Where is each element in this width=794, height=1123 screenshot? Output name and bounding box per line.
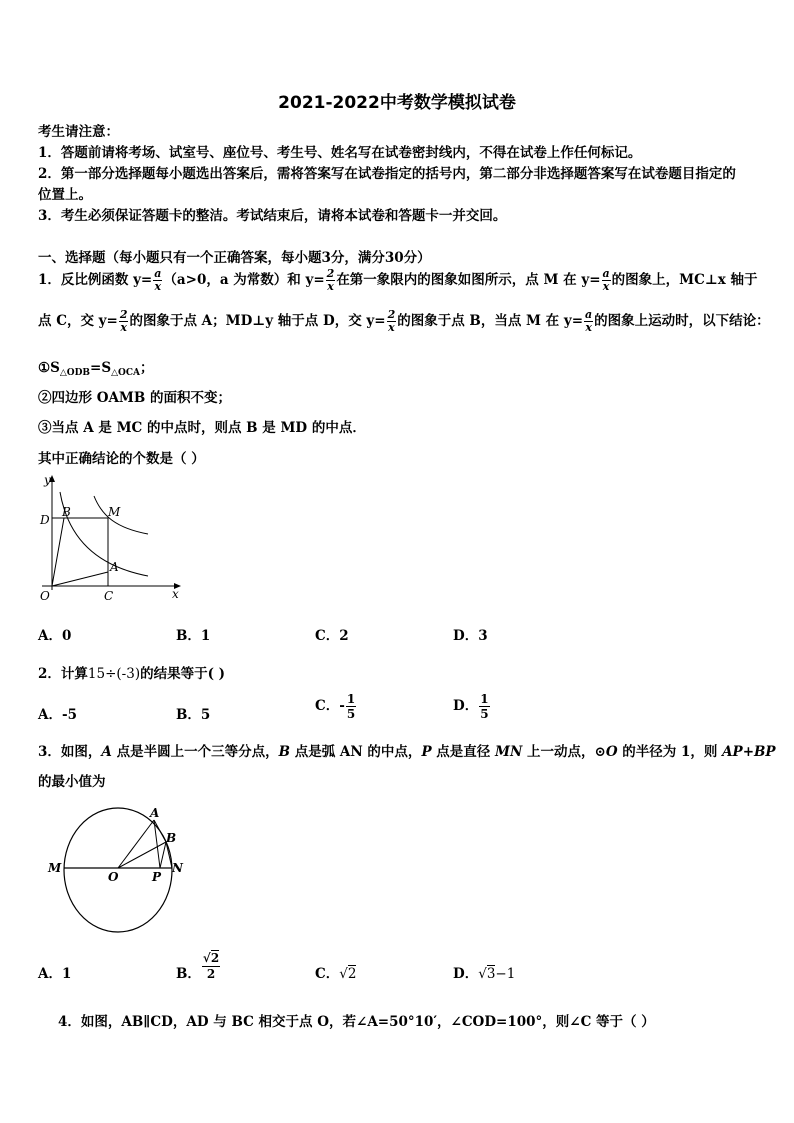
label-B: B bbox=[62, 505, 71, 519]
page-title: 2021-2022中考数学模拟试卷 bbox=[278, 93, 516, 113]
label-A: A bbox=[150, 806, 160, 820]
notice-heading: 考生请注意： bbox=[38, 124, 119, 140]
label-M: M bbox=[108, 505, 121, 519]
q1-ask: 其中正确结论的个数是（ ） bbox=[38, 451, 205, 467]
label-P: P bbox=[152, 870, 162, 884]
label-A: A bbox=[110, 560, 119, 574]
q1-option-C: C．2 bbox=[315, 628, 349, 644]
q2-option-A: A．-5 bbox=[38, 707, 77, 723]
q3-figure bbox=[44, 806, 194, 952]
q3-stem-line2: 的最小值为 bbox=[38, 774, 106, 790]
segment-BP bbox=[160, 842, 166, 868]
curve-a-over-x bbox=[94, 496, 148, 534]
label-O: O bbox=[108, 870, 119, 884]
q1-line1: 1．反比例函数 y= $\frac{a}{x}$ （a>0，a 为常数）和 y= $\frac{2}{x}$ 在第一象限内的图象如图所示，点 M 在 y= $\frac{a}{x}$ 的图象上，MC⊥x 轴于 bbox=[38, 267, 758, 293]
q4-stem: 4．如图，AB∥CD，AD 与 BC 相交于点 O，若∠A=50°10′，∠COD=100°，则∠C 等于（ ） bbox=[58, 1014, 655, 1030]
q1-conclusion-3: ③当点 A 是 MC 的中点时，则点 B 是 MD 的中点． bbox=[38, 420, 366, 436]
q2-stem: 2．计算15÷(-3)的结果等于( ) bbox=[38, 666, 226, 682]
q1-figure bbox=[36, 472, 186, 604]
label-M: M bbox=[48, 861, 62, 875]
q1-option-A: A．0 bbox=[38, 628, 72, 644]
q1-conclusion-1: $①S_{\triangle ODB}=S_{\triangle OCA}$； bbox=[38, 360, 154, 378]
q2-option-D: D． $\frac{1}{5}$ bbox=[453, 692, 489, 721]
q3-option-C: C．√2 bbox=[315, 966, 357, 982]
q1-conclusion-2: ②四边形 OAMB 的面积不变； bbox=[38, 390, 231, 406]
segment-OB bbox=[52, 518, 64, 586]
q1-line2: 点 C，交 y= $\frac{2}{x}$ 的图象于点 A；MD⊥y 轴于点 D，交 y= $\frac{2}{x}$ 的图象于点 B，当点 M 在 y= $\frac{a}{x}$ 的图象上运动时，以下结论： bbox=[38, 308, 770, 334]
q1-option-D: D．3 bbox=[453, 628, 488, 644]
segment-OA bbox=[52, 572, 108, 586]
notice-item: 1．答题前请将考场、试室号、座位号、考生号、姓名写在试卷密封线内，不得在试卷上作任何标记。 bbox=[38, 145, 642, 161]
label-N: N bbox=[172, 861, 183, 875]
label-C: C bbox=[104, 589, 114, 603]
q3-stem-line1: 3．如图，A 点是半圆上一个三等分点，B 点是弧 AN 的中点，P 点是直径 MN 上一动点，⊙O 的半径为 1，则 AP+BP bbox=[38, 744, 776, 760]
curve-2-over-x bbox=[60, 492, 148, 576]
rect-ODMC bbox=[52, 518, 108, 586]
label-x: x bbox=[172, 587, 179, 601]
notice-item: 位置上。 bbox=[38, 187, 92, 203]
section-heading: 一、选择题（每小题只有一个正确答案，每小题3分，满分30分） bbox=[38, 250, 431, 266]
q2-option-C: C．- $\frac{1}{5}$ bbox=[315, 692, 356, 721]
label-D: D bbox=[40, 513, 50, 527]
q3-option-B: B． $\frac{√2}{2}$ bbox=[176, 950, 220, 982]
label-B: B bbox=[166, 831, 177, 845]
notice-item: 2．第一部分选择题每小题选出答案后，需将答案写在试卷指定的括号内，第二部分非选择题答案写在试卷题目指定的 bbox=[38, 166, 736, 182]
q3-option-A: A．1 bbox=[38, 966, 72, 982]
q1-option-B: B．1 bbox=[176, 628, 211, 644]
q2-expression: 15÷(-3) bbox=[87, 666, 141, 682]
label-y: y bbox=[44, 473, 51, 487]
label-O: O bbox=[40, 589, 50, 603]
notice-item: 3．考生必须保证答题卡的整洁。考试结束后，请将本试卷和答题卡一并交回。 bbox=[38, 208, 507, 224]
segment-OA bbox=[118, 820, 154, 868]
q3-option-D: D．√3−1 bbox=[453, 966, 516, 982]
q2-option-B: B．5 bbox=[176, 707, 211, 723]
